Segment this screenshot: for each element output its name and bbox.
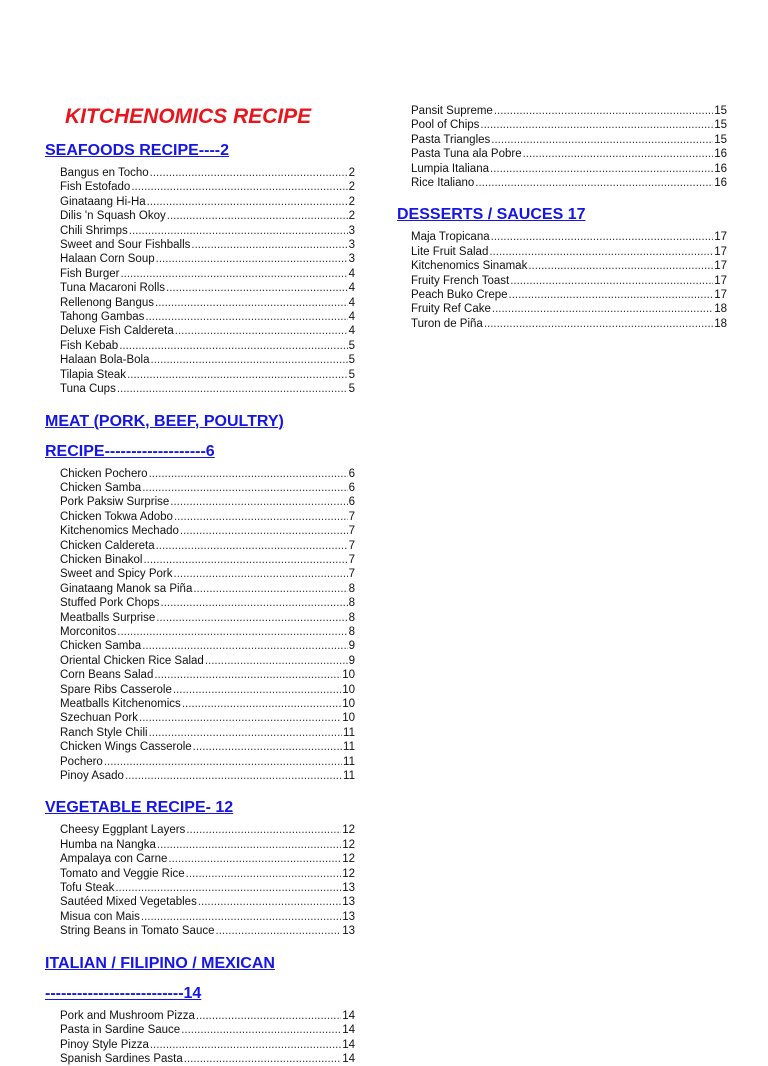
recipe-name: Fruity French Toast xyxy=(411,274,510,287)
page-number: 8 xyxy=(348,597,355,610)
page-number: 3 xyxy=(348,253,355,266)
page-number: 16 xyxy=(714,148,727,161)
recipe-entry xyxy=(45,353,355,367)
recipe-name: Sweet and Spicy Pork xyxy=(60,568,173,581)
recipe-list xyxy=(397,230,727,331)
dot-leader xyxy=(184,1052,341,1066)
dot-leader xyxy=(186,867,342,881)
page-number: 13 xyxy=(342,925,355,938)
dot-leader xyxy=(186,823,341,837)
recipe-name: Chicken Caldereta xyxy=(60,539,155,552)
dot-leader xyxy=(510,274,713,288)
right-column xyxy=(397,104,727,331)
page-number: 7 xyxy=(348,510,355,523)
dot-leader xyxy=(143,553,347,567)
recipe-entry xyxy=(45,195,355,209)
recipe-list xyxy=(45,166,355,397)
recipe-entry xyxy=(397,104,727,118)
recipe-name: Chicken Pochero xyxy=(60,467,148,480)
page-number: 12 xyxy=(342,867,355,880)
dot-leader xyxy=(141,910,341,924)
page-number: 4 xyxy=(348,282,355,295)
page-number: 11 xyxy=(343,741,355,754)
recipe-entry xyxy=(45,267,355,281)
dot-leader xyxy=(191,238,347,252)
recipe-name: Sautéed Mixed Vegetables xyxy=(60,896,197,909)
dot-leader xyxy=(120,267,347,281)
page-number: 13 xyxy=(342,910,355,923)
dot-leader xyxy=(193,582,347,596)
dot-leader xyxy=(139,711,341,725)
recipe-name: Chicken Wings Casserole xyxy=(60,741,192,754)
recipe-entry xyxy=(45,310,355,324)
dot-leader xyxy=(196,1009,341,1023)
recipe-name: Humba na Nangka xyxy=(60,838,156,851)
dot-leader xyxy=(149,467,348,481)
recipe-name: Ginataang Manok sa Piña xyxy=(60,582,193,595)
dot-leader xyxy=(151,353,348,367)
recipe-entry xyxy=(45,495,355,509)
dot-leader xyxy=(509,288,714,302)
dot-leader xyxy=(168,852,341,866)
recipe-entry xyxy=(397,147,727,161)
right-sections xyxy=(397,200,727,331)
dot-leader xyxy=(156,539,348,553)
recipe-name: Maja Tropicana xyxy=(411,231,490,244)
page-number: 17 xyxy=(714,231,727,244)
recipe-entry xyxy=(45,611,355,625)
page-number: 15 xyxy=(714,133,727,146)
recipe-entry xyxy=(397,259,727,273)
page-number: 15 xyxy=(714,105,727,117)
page-number: 4 xyxy=(348,325,355,338)
recipe-name: Pasta Tuna ala Pobre xyxy=(411,148,522,161)
recipe-list xyxy=(45,823,355,938)
recipe-name: Ginataang Hi-Ha xyxy=(60,195,146,208)
dot-leader xyxy=(175,324,348,338)
section-heading-link[interactable]: RECIPE-------------------6 xyxy=(45,442,215,460)
recipe-entry xyxy=(397,274,727,288)
recipe-name: Chicken Samba xyxy=(60,481,142,494)
recipe-entry xyxy=(45,324,355,338)
page-number: 14 xyxy=(342,1024,355,1037)
dot-leader xyxy=(198,895,341,909)
page-number: 12 xyxy=(342,853,355,866)
dot-leader xyxy=(205,654,348,668)
recipe-entry xyxy=(397,317,727,331)
recipe-name: Misua con Mais xyxy=(60,910,140,923)
recipe-entry xyxy=(45,281,355,295)
dot-leader xyxy=(142,481,347,495)
recipe-name: Rice Italiano xyxy=(411,177,475,190)
recipe-name: Tuna Macaroni Rolls xyxy=(60,282,166,295)
recipe-name: Fruity Ref Cake xyxy=(411,303,491,316)
dot-leader xyxy=(155,296,348,310)
dot-leader xyxy=(491,230,714,244)
section-heading-link[interactable]: ITALIAN / FILIPINO / MEXICAN xyxy=(45,954,275,972)
dot-leader xyxy=(491,133,713,147)
recipe-entry xyxy=(45,910,355,924)
dot-leader xyxy=(150,166,348,180)
dot-leader xyxy=(167,209,348,223)
dot-leader xyxy=(182,697,341,711)
recipe-list xyxy=(45,467,355,784)
page-number: 8 xyxy=(348,625,355,638)
page-number: 11 xyxy=(343,726,355,739)
recipe-name: Stuffed Pork Chops xyxy=(60,597,160,610)
page-number: 4 xyxy=(348,296,355,309)
recipe-entry xyxy=(45,596,355,610)
dot-leader xyxy=(480,118,713,132)
dot-leader xyxy=(180,524,348,538)
section-heading-link[interactable]: VEGETABLE RECIPE- 12 xyxy=(45,799,234,817)
recipe-entry xyxy=(45,867,355,881)
dot-leader xyxy=(131,180,347,194)
page-number: 18 xyxy=(714,317,727,330)
recipe-entry xyxy=(45,838,355,852)
recipe-entry xyxy=(45,625,355,639)
left-column xyxy=(45,104,355,1066)
page-number: 12 xyxy=(342,824,355,837)
page-number: 10 xyxy=(342,712,355,725)
dot-leader xyxy=(115,881,341,895)
page-number: 10 xyxy=(342,683,355,696)
recipe-name: Szechuan Pork xyxy=(60,712,138,725)
recipe-name: Morconitos xyxy=(60,625,117,638)
recipe-name: Pork Paksiw Surprise xyxy=(60,496,170,509)
recipe-name: Pansit Supreme xyxy=(411,105,493,117)
page-number: 17 xyxy=(714,245,727,258)
recipe-name: Halaan Corn Soup xyxy=(60,253,155,266)
dot-leader xyxy=(147,195,348,209)
recipe-entry xyxy=(45,1023,355,1037)
recipe-entry xyxy=(45,382,355,396)
recipe-name: Tofu Steak xyxy=(60,882,115,895)
dot-leader xyxy=(484,317,713,331)
recipe-list xyxy=(45,1009,355,1066)
recipe-name: Oriental Chicken Rice Salad xyxy=(60,654,204,667)
recipe-name: Ranch Style Chili xyxy=(60,726,148,739)
recipe-entry xyxy=(45,224,355,238)
recipe-name: Fish Burger xyxy=(60,267,120,280)
page-number: 5 xyxy=(348,383,355,396)
page-number: 9 xyxy=(348,640,355,653)
recipe-entry xyxy=(397,230,727,244)
page-number: 8 xyxy=(348,611,355,624)
recipe-name: Dilis 'n Squash Okoy xyxy=(60,210,166,223)
recipe-entry xyxy=(45,510,355,524)
recipe-entry xyxy=(397,133,727,147)
recipe-entry xyxy=(397,302,727,316)
recipe-name: Sweet and Sour Fishballs xyxy=(60,239,191,252)
page-number: 9 xyxy=(348,654,355,667)
recipe-name: Kitchenomics Mechado xyxy=(60,525,179,538)
recipe-entry xyxy=(45,823,355,837)
recipe-name: Turon de Piña xyxy=(411,317,483,330)
recipe-entry xyxy=(45,180,355,194)
dot-leader xyxy=(129,224,348,238)
recipe-entry xyxy=(45,209,355,223)
page-number: 2 xyxy=(348,210,355,223)
recipe-name: Pool of Chips xyxy=(411,119,480,132)
dot-leader xyxy=(173,683,341,697)
page-number: 6 xyxy=(348,467,355,480)
section-heading-link[interactable]: DESSERTS / SAUCES 17 xyxy=(397,206,586,224)
page-number: 2 xyxy=(348,181,355,194)
recipe-entry xyxy=(45,339,355,353)
recipe-entry xyxy=(45,639,355,653)
dot-leader xyxy=(157,838,341,852)
page-number: 6 xyxy=(348,496,355,509)
page-number: 6 xyxy=(348,481,355,494)
recipe-entry xyxy=(45,924,355,938)
recipe-entry xyxy=(45,296,355,310)
dot-leader xyxy=(170,495,347,509)
recipe-entry xyxy=(45,740,355,754)
recipe-name: Spare Ribs Casserole xyxy=(60,683,172,696)
recipe-entry xyxy=(45,769,355,783)
recipe-entry xyxy=(45,683,355,697)
recipe-name: Deluxe Fish Caldereta xyxy=(60,325,174,338)
recipe-name: Pasta Triangles xyxy=(411,133,491,146)
recipe-name: Pochero xyxy=(60,755,103,768)
dot-leader xyxy=(145,310,347,324)
recipe-name: Meatballs Surprise xyxy=(60,611,156,624)
recipe-name: Cheesy Eggplant Layers xyxy=(60,824,186,837)
page-number: 5 xyxy=(348,368,355,381)
recipe-entry xyxy=(45,895,355,909)
section-heading-link[interactable]: MEAT (PORK, BEEF, POULTRY) xyxy=(45,412,284,430)
recipe-entry xyxy=(45,238,355,252)
recipe-entry xyxy=(45,539,355,553)
page-number: 7 xyxy=(348,568,355,581)
recipe-entry xyxy=(45,524,355,538)
dot-leader xyxy=(475,176,713,190)
dot-leader xyxy=(161,596,348,610)
dot-leader xyxy=(117,382,348,396)
recipe-entry xyxy=(397,245,727,259)
recipe-entry xyxy=(45,1052,355,1066)
recipe-name: Lumpia Italiana xyxy=(411,162,489,175)
page-number: 15 xyxy=(714,119,727,132)
dot-leader xyxy=(492,302,713,316)
page-number: 14 xyxy=(342,1038,355,1051)
page-number: 4 xyxy=(348,311,355,324)
recipe-entry xyxy=(45,711,355,725)
dot-leader xyxy=(174,567,348,581)
recipe-entry xyxy=(45,481,355,495)
dot-leader xyxy=(490,162,713,176)
page-number: 5 xyxy=(348,339,355,352)
recipe-name: Halaan Bola-Bola xyxy=(60,354,150,367)
recipe-entry xyxy=(45,654,355,668)
recipe-name: Peach Buko Crepe xyxy=(411,289,508,302)
recipe-entry xyxy=(45,755,355,769)
page-number: 2 xyxy=(348,167,355,179)
page-number: 11 xyxy=(343,770,355,783)
dot-leader xyxy=(193,740,342,754)
page-number: 16 xyxy=(714,162,727,175)
dot-leader xyxy=(523,147,714,161)
document-title: KITCHENOMICS RECIPE xyxy=(65,105,312,128)
recipe-name: Pasta in Sardine Sauce xyxy=(60,1024,181,1037)
dot-leader xyxy=(125,769,342,783)
page-number: 3 xyxy=(348,224,355,237)
continued-recipe-list xyxy=(397,104,727,190)
recipe-name: Chili Shrimps xyxy=(60,224,128,237)
left-sections xyxy=(45,136,355,1066)
dot-leader xyxy=(216,924,342,938)
recipe-entry xyxy=(45,582,355,596)
page-number: 8 xyxy=(348,582,355,595)
recipe-entry xyxy=(45,166,355,180)
recipe-entry xyxy=(45,467,355,481)
recipe-entry xyxy=(45,1038,355,1052)
recipe-entry xyxy=(45,252,355,266)
page-number: 10 xyxy=(342,698,355,710)
recipe-entry xyxy=(397,288,727,302)
recipe-name: Chicken Binakol xyxy=(60,553,143,566)
page-number: 2 xyxy=(348,195,355,208)
section-heading-link[interactable]: --------------------------14 xyxy=(45,984,202,1002)
recipe-name: Fish Estofado xyxy=(60,181,131,194)
recipe-name: Meatballs Kitchenomics xyxy=(60,698,181,710)
recipe-name: Lite Fruit Salad xyxy=(411,245,489,258)
dot-leader xyxy=(489,245,713,259)
page-number: 17 xyxy=(714,274,727,287)
page-number: 10 xyxy=(342,669,355,682)
page-number: 17 xyxy=(714,289,727,302)
recipe-name: String Beans in Tomato Sauce xyxy=(60,925,215,938)
recipe-entry xyxy=(45,1009,355,1023)
page-number: 7 xyxy=(348,525,355,538)
page-number: 13 xyxy=(342,896,355,909)
dot-leader xyxy=(142,639,347,653)
dot-leader xyxy=(127,368,348,382)
recipe-entry xyxy=(45,368,355,382)
dot-leader xyxy=(166,281,348,295)
recipe-name: Spanish Sardines Pasta xyxy=(60,1052,183,1065)
recipe-name: Pinoy Style Pizza xyxy=(60,1038,149,1051)
dot-leader xyxy=(156,611,347,625)
page-number: 16 xyxy=(714,177,727,190)
page-number: 18 xyxy=(714,303,727,316)
dot-leader xyxy=(156,252,348,266)
recipe-name: Kitchenomics Sinamak xyxy=(411,260,528,273)
page-number: 7 xyxy=(348,539,355,552)
recipe-name: Corn Beans Salad xyxy=(60,669,154,682)
recipe-name: Pork and Mushroom Pizza xyxy=(60,1009,195,1022)
page-number: 13 xyxy=(342,882,355,895)
recipe-entry xyxy=(45,567,355,581)
page-number: 4 xyxy=(348,267,355,280)
dot-leader xyxy=(174,510,348,524)
dot-leader xyxy=(181,1023,341,1037)
page-number: 14 xyxy=(342,1052,355,1065)
recipe-entry xyxy=(397,118,727,132)
page-number: 3 xyxy=(348,239,355,252)
recipe-entry xyxy=(45,726,355,740)
dot-leader xyxy=(528,259,713,273)
dot-leader xyxy=(104,755,342,769)
recipe-name: Rellenong Bangus xyxy=(60,296,154,309)
recipe-name: Tomato and Veggie Rice xyxy=(60,867,185,880)
recipe-name: Fish Kebab xyxy=(60,339,119,352)
page-number: 12 xyxy=(342,838,355,851)
page-number: 7 xyxy=(348,553,355,566)
section-heading-link[interactable]: SEAFOODS RECIPE----2 xyxy=(45,142,230,159)
recipe-entry xyxy=(45,668,355,682)
recipe-name: Pinoy Asado xyxy=(60,770,124,783)
page-number: 11 xyxy=(343,755,355,768)
dot-leader xyxy=(150,1038,341,1052)
recipe-entry xyxy=(397,162,727,176)
recipe-entry xyxy=(397,176,727,190)
recipe-name: Ampalaya con Carne xyxy=(60,853,168,866)
dot-leader xyxy=(117,625,347,639)
recipe-name: Chicken Tokwa Adobo xyxy=(60,510,173,523)
page-number: 14 xyxy=(342,1009,355,1022)
recipe-name: Tilapia Steak xyxy=(60,368,127,381)
dot-leader xyxy=(154,668,341,682)
dot-leader xyxy=(119,339,347,353)
recipe-name: Tahong Gambas xyxy=(60,311,145,324)
recipe-entry xyxy=(45,852,355,866)
recipe-name: Bangus en Tocho xyxy=(60,167,149,179)
recipe-entry xyxy=(45,881,355,895)
recipe-name: Tuna Cups xyxy=(60,383,116,396)
dot-leader xyxy=(494,104,713,118)
recipe-entry xyxy=(45,553,355,567)
dot-leader xyxy=(149,726,342,740)
recipe-name: Chicken Samba xyxy=(60,640,142,653)
page-number: 5 xyxy=(348,354,355,367)
recipe-entry xyxy=(45,697,355,711)
page-number: 17 xyxy=(714,260,727,273)
